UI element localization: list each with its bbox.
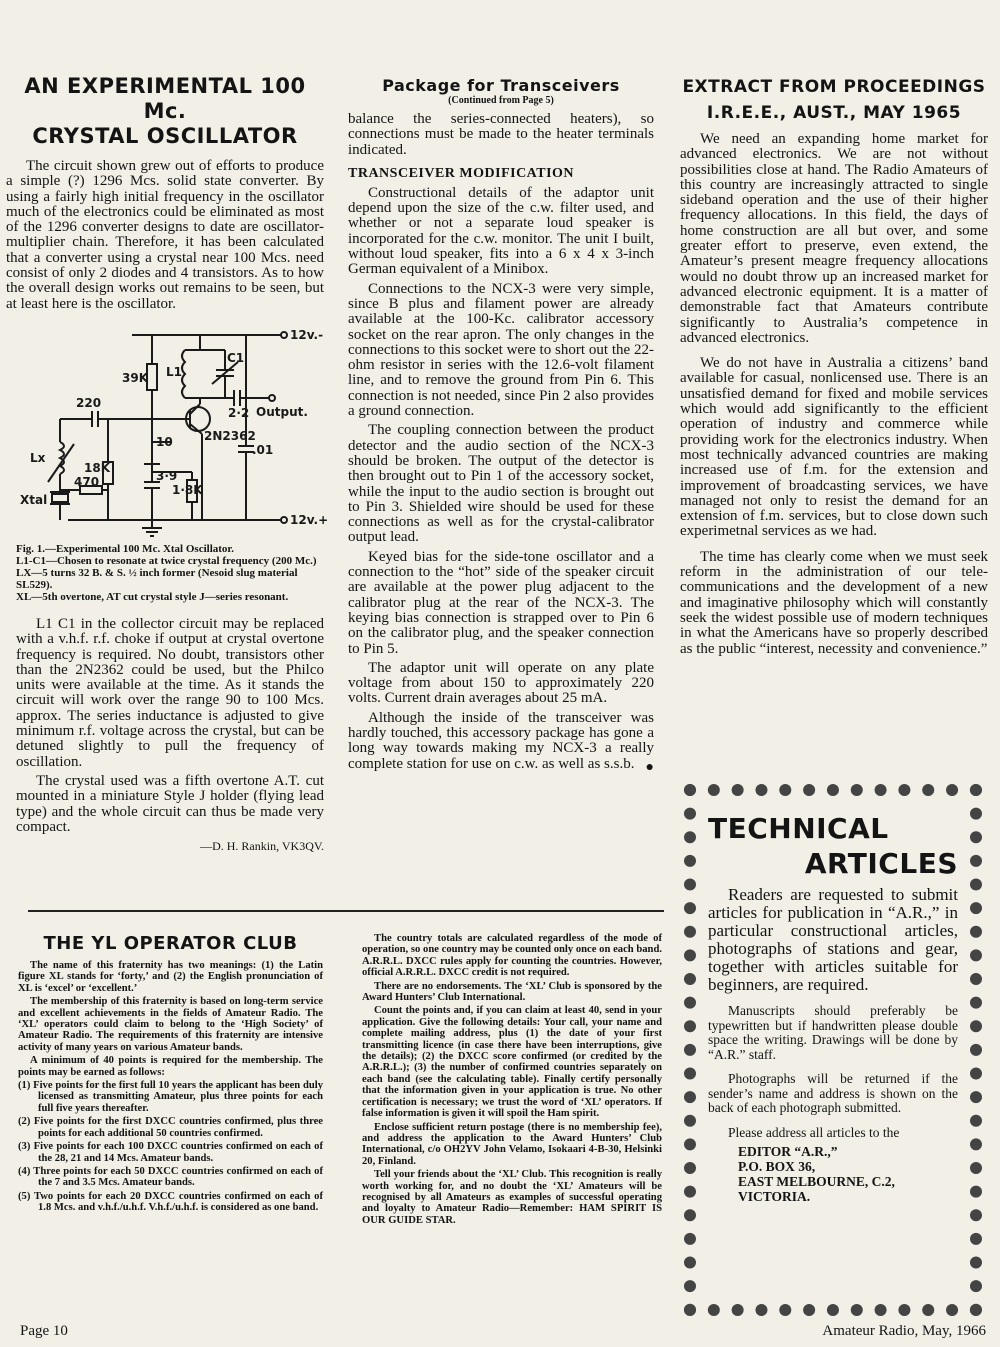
technical-articles-box [684, 784, 982, 1316]
extract-para: The time has clearly come when we must seek reform in the administration of our tele-communications and the development of a new and imaginative philosophy which will constantly seek the widest possible use of modern techniques in what the Americans have so properly described as the public “interest, necessity and convenience.” [680, 548, 988, 657]
box-title-2: ARTICLES [804, 847, 958, 880]
yl-list-item: (5) Two points for each 20 DXCC countries confirmed on each of 1.8 Mcs. and v.h.f./u.h.f. V.h.f./u.h.f. is considered as one band. [18, 1190, 323, 1214]
box-para: Manuscripts should preferably be typewritten but if handwritten please double space the writing. Drawings will be done by “A.R.” staff. [708, 1003, 958, 1062]
package-title: Package for Transceivers [382, 76, 620, 95]
yl-para: A minimum of 40 points is required for the membership. The points may be earned as follows: [18, 1055, 323, 1078]
yl-para: Enclose sufficient return postage (there is no membership fee), and address the application to the Award Hunters’ Club International, c/o OH2YV John Velamo, Isokaari 4-B-30, Helsinki 20, Finland. [362, 1121, 662, 1167]
c39-label: 3·9 [156, 469, 178, 483]
extract-title: EXTRACT FROM PROCEEDINGS I.R.E.E., AUST., MAY 1965 [682, 77, 986, 123]
caption-line: L1-C1—Chosen to resonate at twice crystal frequency (200 Mc.) [16, 555, 317, 567]
yl-para: The country totals are calculated regardless of the mode of operation, so one country may be counted only once on each band. A.R.R.L. DXCC rules apply for counting the countries. However, official A.R.R.L. DXCC credit is not required. [362, 933, 662, 979]
yl-list-item: (1) Five points for the first full 10 years the applicant has been duly licensed as transmitting Amateur, plus three points for each full five years thereafter. [18, 1080, 323, 1114]
left-column-lower [16, 543, 324, 854]
continued-note: (Continued from Page 5) [448, 95, 554, 106]
right-column [680, 74, 988, 661]
c1-label: C1 [227, 351, 245, 365]
output-label: Output. [256, 405, 308, 419]
yl-column-right [362, 933, 662, 1228]
section-divider [28, 910, 664, 912]
package-para: The adaptor unit will operate on any plate voltage from about 150 to approximately 220 volts. Current drain averages about 25 mA. [348, 659, 654, 707]
figure-caption [16, 543, 324, 603]
extract-para: We need an expanding home market for advanced electronics. We are not without possibilities close at hand. The Radio Amateurs of this country are increasingly attracted to single sideband operation and the use of their higher frequency allocations. In this field, the days of home construction are all but over, and some greater effort to preserve, even extend, the Amateur’s present meagre frequency allocations would no doubt throw up an increased market for advanced electronic equipment. It is a matter of demonstrable fact that Amateurs contribute significantly to Australia’s competence in advanced electronics. [680, 131, 988, 346]
xtal-label: Xtal [20, 493, 48, 507]
package-para: balance the series-connected heaters), so connections must be made to the heater terminals indicated. [348, 111, 654, 158]
r470-label: 470 [74, 475, 100, 489]
caption-line: Fig. 1.—Experimental 100 Mc. Xtal Oscillator. [16, 543, 235, 555]
journal-footer: Amateur Radio, May, 1966 [822, 1323, 986, 1339]
yl-para: The membership of this fraternity is based on long-term service and excellent achievements in the fields of Amateur Radio. The ‘XL’ operators could claim to belong to the ‘High Society’ of Amateur Radio. The requirements of this fraternity are intensive activity of many years on various Amateur bands. [18, 996, 323, 1053]
c220-label: 220 [76, 396, 102, 410]
c01-label: .01 [252, 443, 274, 457]
address-line: VICTORIA. [738, 1189, 811, 1204]
box-para: Please address all articles to the [728, 1124, 900, 1140]
package-para: Although the inside of the transceiver was hardly touched, this accessory package has gone a long way towards making my NCX-3 a really complete station for use on c.w. as well as s.s.b. [348, 709, 654, 772]
package-para: Connections to the NCX-3 were very simple, since B plus and filament power are already available at the 100-Kc. calibrator accessory socket on the rear apron. The only changes in the connections to this socket were to short out the 22-ohm resistor in series with the 12.6-volt filament line, and to remove the ground from Pin 6. This connection is not needed, since Pin 2 also provides a ground connection. [348, 280, 654, 420]
box-para: Photographs will be returned if the sender’s name and address is shown on the back of each photograph submitted. [708, 1071, 958, 1115]
package-para: Keyed bias for the side-tone oscillator and a connection to the “hot” side of the speaker circuit are available at the power plug adjacent to the calibrator plug at the rear of the NCX-3. The keying bias connection is strapped over to Pin 6 on the calibrator plug, and the speaker connection to Pin 5. [348, 548, 654, 657]
oscillator-title: AN EXPERIMENTAL 100 Mc. CRYSTAL OSCILLATOR [24, 74, 306, 148]
address-line: P.O. BOX 36, [738, 1159, 816, 1174]
yl-para: Tell your friends about the ‘XL’ Club. This recognition is really worth working for, and no doubt the ‘XL’ Amateurs will be recognised by all Amateurs as examples of successful operating and loyalty to Amateur Radio—Remember: HAM SPIRIT IS OUR GUIDE STAR. [362, 1169, 662, 1226]
oscillator-para: L1 C1 in the collector circuit may be replaced with a v.h.f. r.f. choke if output at crystal overtone frequency is required. No doubt, transistors other than the 2N2362 could be used, but the Philco units were available at the time. As it stands the circuit will work over the range 90 to 100 Mcs. approx. The series inductance is adjusted to give minimum r.f. voltage across the crystal, but can be detuned slightly to pull the frequency of oscillation. [16, 616, 324, 770]
box-content [708, 808, 958, 1292]
c22-label: 2·2 [228, 406, 250, 420]
middle-column [348, 76, 654, 776]
l1-label: L1 [166, 365, 182, 379]
box-para: Readers are requested to submit articles for publication in “A.R.,” in particular constructional articles, photographs of stations and gear, together with articles suitable for beginners, are required. [708, 885, 958, 994]
r18k-label: 18K [84, 461, 110, 475]
r18kb-label: 1·8K [172, 483, 203, 497]
address-line: EAST MELBOURNE, C.2, [738, 1174, 895, 1189]
extract-para: We do not have in Australia a citizens’ band available for casual, nonlicensed use. There is an unsatisfied demand for fixed and mobile services which would add significantly to the efficient operation of industry and commerce while providing work for the electronics industry. When most technically advanced countries are making increased use of f.m. for the extension and improvement of broadcasting services, we have managed not only to resist the demand for an extension of f.m. services, but to close down such experimetnal services as we had. [680, 355, 988, 540]
address-line: EDITOR “A.R.,” [738, 1144, 838, 1159]
oscillator-schematic [20, 322, 329, 542]
box-title-1: TECHNICAL [708, 812, 889, 845]
package-para: The coupling connection between the product detector and the audio section of the NCX-3 should be broken. The output of the detector is then brought out to Pin 1 of the accessory socket, while the input to the audio section is brought out to Pin 3. Shielded wire should be used for these connections as well as for the crystal-calibrator output lead. [348, 422, 654, 546]
page-number: Page 10 [20, 1323, 68, 1339]
yl-column-left [18, 933, 323, 1216]
lx-label: Lx [30, 451, 46, 465]
supply-neg-label: 12v.- [290, 328, 324, 342]
c10-label: 10 [156, 435, 173, 449]
caption-line: LX—5 turns 32 B. & S. ½ inch former (Nesoid slug material SL529). [16, 567, 298, 591]
yl-para: The name of this fraternity has two meanings: (1) the Latin figure XL stands for ‘forty,’ and (2) the English pronunciation of XL is ‘excel’ or ‘excellent.’ [18, 960, 323, 994]
oscillator-intro: The circuit shown grew out of efforts to produce a simple (?) 1296 Mcs. solid state converter. By using a fairly high initial frequency in the oscillator much of the electronics could be eliminated as most of the 1296 converter designs to date are oscillator-multiplier chain. Therefore, it has been calculated that a converter using a crystal near 100 Mcs. need consist of only 2 diodes and 4 transistors. As to how the overall design works out remains to be seen, but at least here is the oscillator. [6, 158, 324, 312]
yl-list-item: (3) Five points for each 100 DXCC countries confirmed on each of the 28, 21 and 14 Mcs. Amateur bands. [18, 1141, 323, 1164]
oscillator-para: The crystal used was a fifth overtone A.T. cut mounted in a miniature Style J holder (flying lead type) and the whole circuit can thus be made very compact. [16, 772, 324, 835]
yl-list-item: (4) Three points for each 50 DXCC countries confirmed on each of the 7 and 3.5 Mcs. Amateur bands. [18, 1165, 323, 1189]
package-para: Constructional details of the adaptor unit depend upon the size of the c.w. filter used, and whether or not a separate loud speaker is incorporated for the c.w. monitor. The unit I built, without loud speaker, fits into a 6 x 4 x 3-inch German equivalent of a Minibox. [348, 184, 654, 278]
end-mark-icon: ● [645, 759, 654, 775]
r39k-label: 39K [122, 371, 148, 385]
transceiver-subhead: TRANSCEIVER MODIFICATION [348, 165, 575, 181]
yl-para: Count the points and, if you can claim at least 40, send in your application. Give the following details: Your call, your name and complete mailing address, plus (1) the date of your first transmitting licence (in case there have been interruptions, give the details); (2) the DXCC score confirmed (or credited by the A.R.R.L.); (3) the number of confirmed countries separately on each band (see the calculating table). Finally certify personally that the information given in your application is true. No other certification is necessary; we trust the word of ‘XL’ operators. If false information is given it will spoil the Ham spirit. [362, 1005, 662, 1120]
yl-list-item: (2) Five points for the first DXCC countries confirmed, plus three points for each additional 50 countries confirmed. [18, 1116, 323, 1139]
yl-title: THE YL OPERATOR CLUB [43, 933, 298, 954]
caption-line: XL—5th overtone, AT cut crystal style J—series resonant. [16, 591, 289, 603]
oscillator-author: —D. H. Rankin, VK3QV. [200, 839, 324, 854]
supply-pos-label: 12v.+ [290, 513, 329, 527]
yl-para: There are no endorsements. The ‘XL’ Club is sponsored by the Award Hunters’ Club International. [362, 980, 662, 1004]
left-column [6, 74, 324, 316]
transistor-label: 2N2362 [204, 429, 256, 443]
